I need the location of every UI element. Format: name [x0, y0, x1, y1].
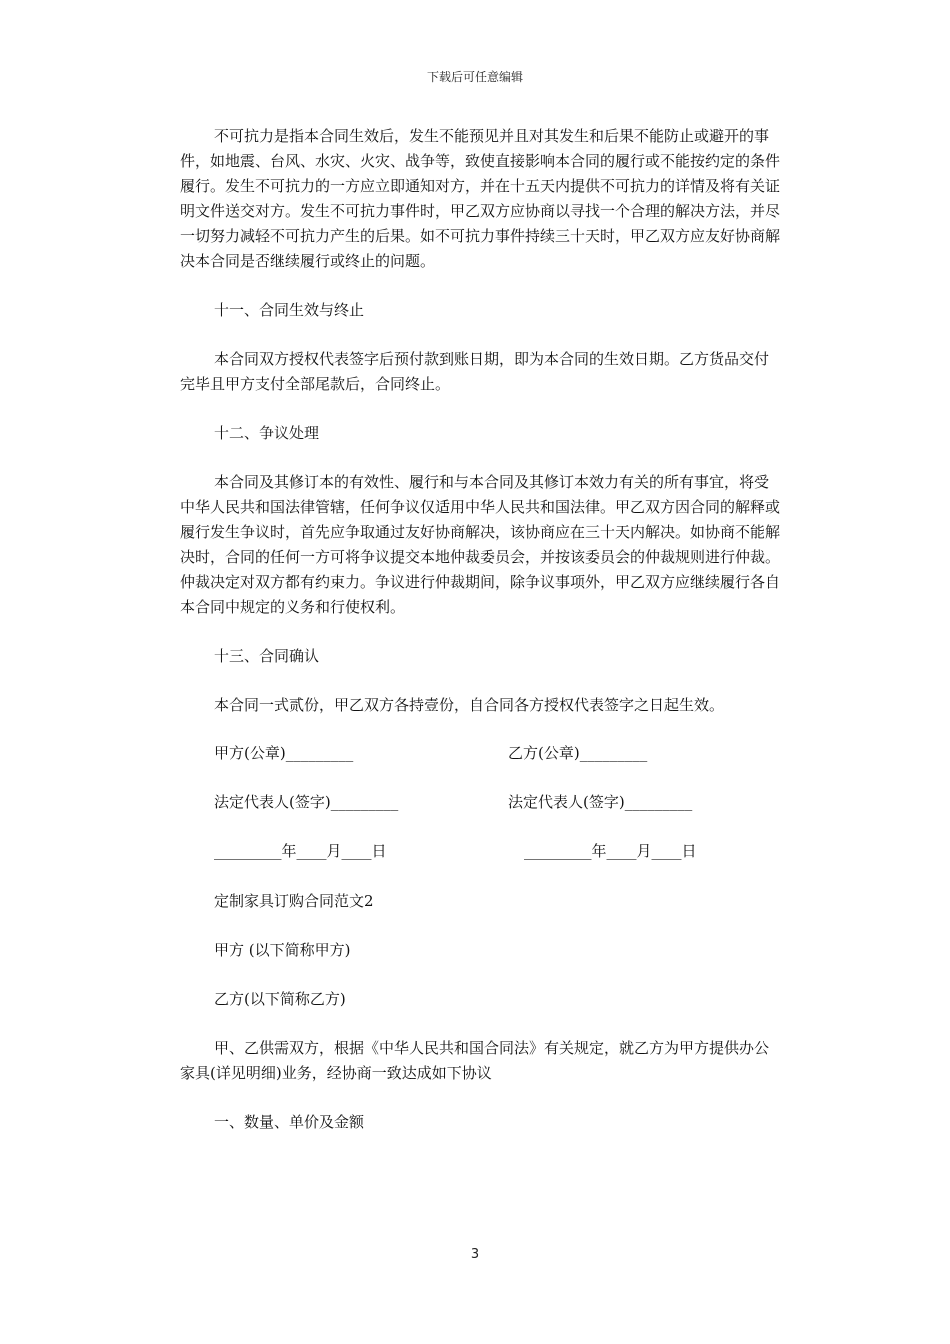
- section-13-title: 十三、合同确认: [214, 647, 320, 665]
- document-body: [180, 124, 780, 1135]
- contract-2-title: 定制家具订购合同范文2: [214, 892, 374, 910]
- section-11-body: 本合同双方授权代表签字后预付款到账日期，即为本合同的生效日期。乙方货品交付完毕且甲方支付全部尾款后，合同终止。: [180, 350, 770, 393]
- party-a-representative: 法定代表人(签字)_________: [214, 793, 399, 811]
- contract-2-party-b: 乙方(以下简称乙方): [214, 990, 346, 1008]
- party-a-seal: 甲方(公章)_________: [214, 744, 354, 762]
- section-11-title: 十一、合同生效与终止: [214, 301, 365, 319]
- party-b-seal: 乙方(公章)_________: [508, 744, 648, 762]
- date-row: [180, 840, 780, 865]
- force-majeure-paragraph: 不可抗力是指本合同生效后，发生不能预见并且对其发生和后果不能防止或避开的事件，如地震、台风、水灾、火灾、战争等，致使直接影响本合同的履行或不能按约定的条件履行。发生不可抗力的一方应立即通知对方，并在十五天内提供不可抗力的详情及将有关证明文件送交对方。发生不可抗力事件时，甲乙双方应协商以寻找一个合理的解决方法，并尽一切努力减轻不可抗力产生的后果。如不可抗力事件持续三十天时，甲乙双方应友好协商解决本合同是否继续履行或终止的问题。: [180, 127, 781, 270]
- contract-2-section-1-title: 一、数量、单价及金额: [214, 1113, 365, 1131]
- party-b-date: _________年____月____日: [524, 842, 697, 860]
- section-13-body: 本合同一式贰份，甲乙双方各持壹份，自合同各方授权代表签字之日起生效。: [214, 696, 725, 714]
- contract-2-party-a: 甲方 (以下简称甲方): [214, 941, 351, 959]
- party-b-representative: 法定代表人(签字)_________: [508, 793, 693, 811]
- section-12-body: 本合同及其修订本的有效性、履行和与本合同及其修订本效力有关的所有事宜，将受中华人民共和国法律管辖，任何争议仅适用中华人民共和国法律。甲乙双方因合同的解释或履行发生争议时，首先应争取通过友好协商解决，该协商应在三十天内解决。如协商不能解决时，合同的任何一方可将争议提交本地仲裁委员会，并按该委员会的仲裁规则进行仲裁。仲裁决定对双方都有约束力。争议进行仲裁期间，除争议事项外，甲乙双方应继续履行各自本合同中规定的义务和行使权利。: [180, 473, 781, 616]
- party-a-date: _________年____月____日: [214, 842, 387, 860]
- page-number: 3: [470, 1247, 480, 1262]
- representative-row: [180, 791, 780, 816]
- seal-row: [180, 742, 780, 767]
- page-header: 下载后可任意编辑: [426, 70, 523, 84]
- contract-2-preamble: 甲、乙供需双方，根据《中华人民共和国合同法》有关规定，就乙方为甲方提供办公家具(详见明细)业务，经协商一致达成如下协议: [180, 1039, 770, 1082]
- section-12-title: 十二、争议处理: [214, 424, 320, 442]
